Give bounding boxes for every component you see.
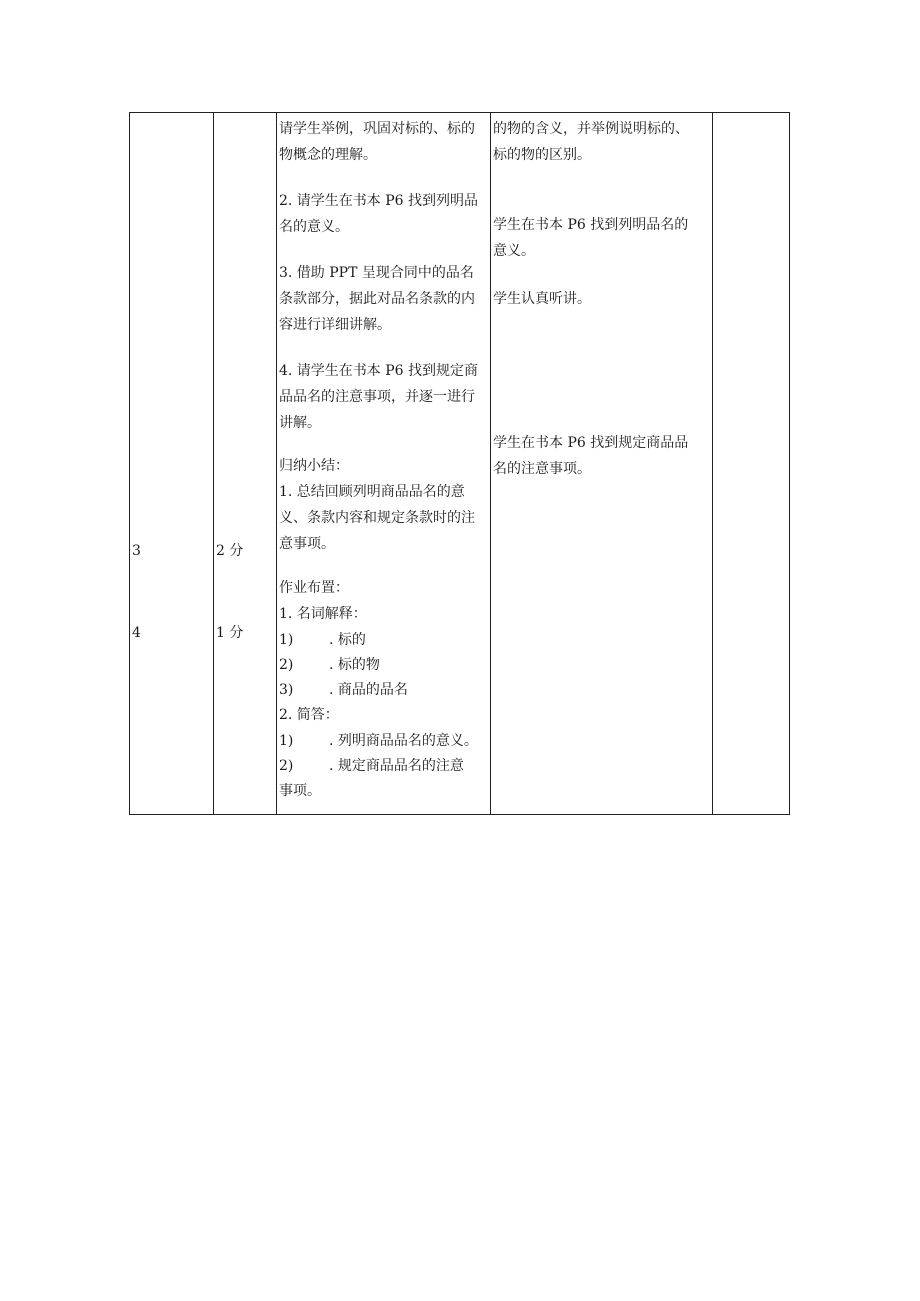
text-line: 条款部分，据此对品名条款的内 [279,291,475,307]
text-line: 容进行详细讲解。 [279,317,391,333]
list-number: 2) [279,657,294,673]
text-line: 讲解。 [279,415,321,431]
list-text: . 商品的品名 [329,682,408,698]
step-time: 1 分 [216,625,244,641]
list-text: . 标的物 [329,657,380,673]
list-text: . 列明商品品名的意义。 [329,733,478,749]
column-divider [276,113,277,814]
lesson-plan-table [129,112,790,815]
column-divider [712,113,713,814]
list-item [279,652,380,678]
text-line: 名的注意事项。 [493,461,591,477]
text-line: 意义。 [493,243,535,259]
step-number: 3 [132,543,141,559]
text-line: 名的意义。 [279,219,349,235]
text-line: 品品名的注意事项，并逐一进行 [279,389,475,405]
list-number: 1) [279,733,294,749]
column-divider [490,113,491,814]
list-text: . 标的 [329,632,366,648]
list-item [279,677,408,703]
text-line: 2. 简答： [279,707,339,723]
list-number: 1) [279,632,294,648]
list-item [279,728,478,754]
text-line: 意事项。 [279,536,335,552]
list-number: 2) [279,758,294,774]
list-text: . 规定商品品名的注意 [329,758,464,774]
text-line: 1. 总结回顾列明商品品名的意 [279,484,465,500]
section-heading: 归纳小结： [279,458,349,474]
text-line: 3. 借助 PPT 呈现合同中的品名 [279,265,474,281]
text-line: 学生在书本 P6 找到列明品名的 [493,217,689,233]
text-line: 4. 请学生在书本 P6 找到规定商 [279,363,479,379]
text-line: 请学生举例，巩固对标的、标的 [279,121,475,137]
column-divider [213,113,214,814]
text-line: 学生认真听讲。 [493,291,591,307]
text-line: 2. 请学生在书本 P6 找到列明品 [279,193,479,209]
text-line: 义、条款内容和规定条款时的注 [279,510,475,526]
text-line: 标的物的区别。 [493,147,591,163]
text-line: 1. 名词解释： [279,606,367,622]
list-number: 3) [279,682,294,698]
list-item [279,753,464,779]
text-line: 学生在书本 P6 找到规定商品品 [493,435,689,451]
step-time: 2 分 [216,543,244,559]
section-heading: 作业布置： [279,580,349,596]
text-line: 的物的含义，并举例说明标的、 [493,121,689,137]
step-number: 4 [132,625,141,641]
text-line: 事项。 [279,783,321,799]
list-item [279,627,366,653]
text-line: 物概念的理解。 [279,147,377,163]
